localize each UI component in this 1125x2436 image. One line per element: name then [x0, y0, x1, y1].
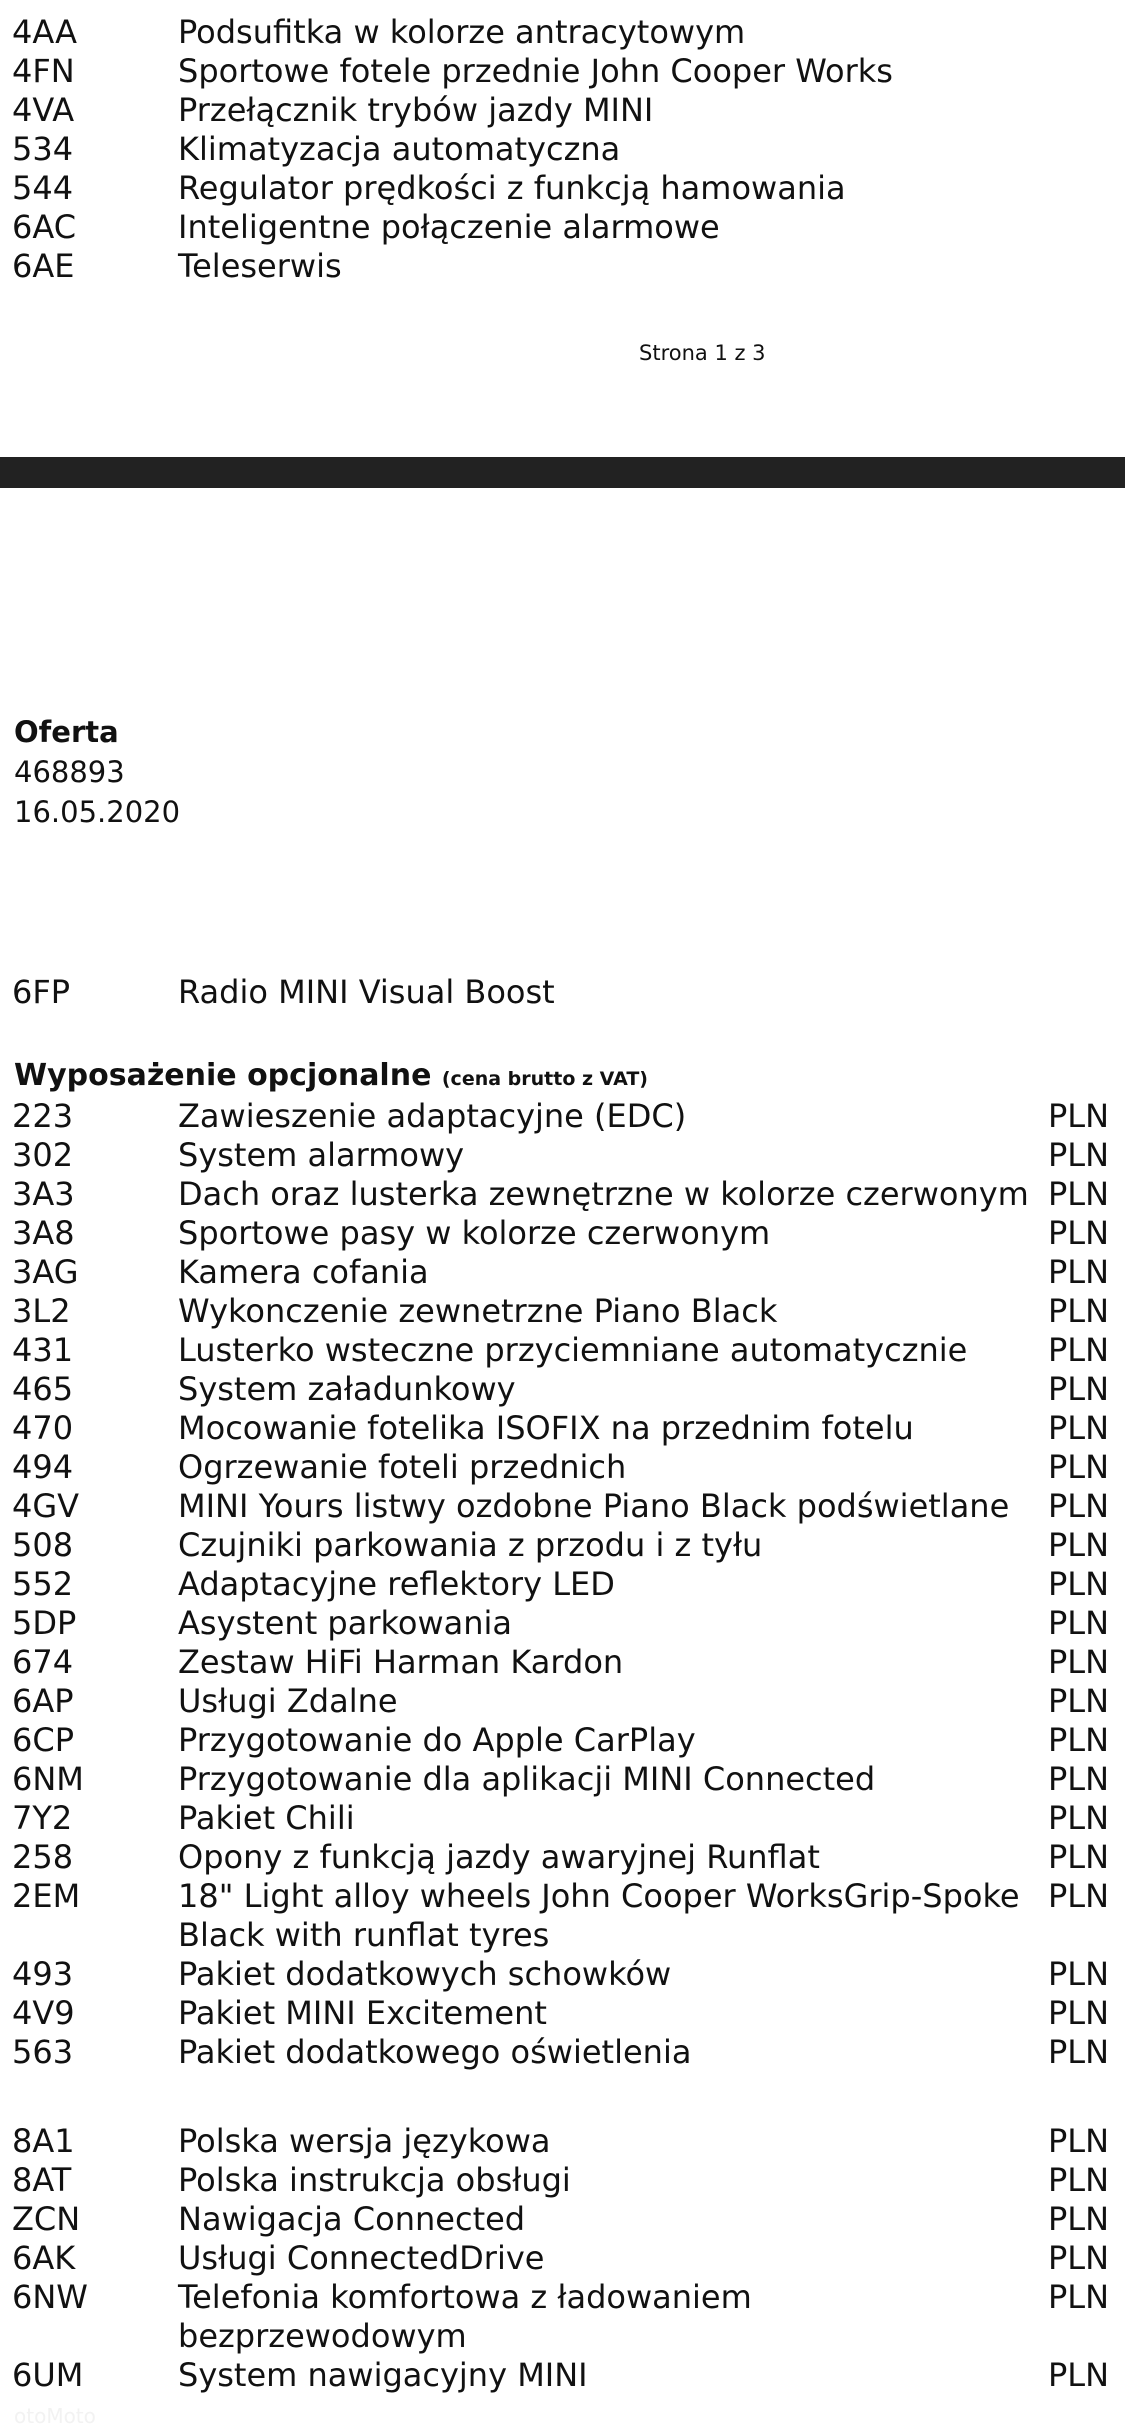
item-currency: PLN — [1047, 1565, 1109, 1603]
equipment-row — [0, 52, 1125, 91]
offer-number: 468893 — [14, 755, 125, 789]
item-currency: PLN — [1047, 2356, 1109, 2394]
item-currency: PLN — [1047, 1448, 1109, 1486]
item-currency: PLN — [1047, 1526, 1109, 1564]
item-description: Inteligentne połączenie alarmowe — [178, 208, 720, 246]
item-code: 302 — [12, 1136, 74, 1174]
item-code: 6UM — [12, 2356, 84, 2394]
item-currency: PLN — [1047, 2161, 1109, 2199]
item-description: Wykonczenie zewnetrzne Piano Black — [178, 1292, 778, 1330]
watermark: otoMoto — [14, 2404, 96, 2428]
item-code: 431 — [12, 1331, 74, 1369]
item-currency: PLN — [1047, 1253, 1109, 1291]
page-1-bottom-section — [0, 0, 1125, 468]
optional-row — [0, 1409, 1125, 1448]
item-description: Sportowe pasy w kolorze czerwonym — [178, 1214, 771, 1252]
optional-row — [0, 1838, 1125, 1877]
item-currency: PLN — [1047, 1136, 1109, 1174]
section-title-text: Wyposażenie opcjonalne — [14, 1058, 432, 1093]
item-code: 470 — [12, 1409, 74, 1447]
item-currency: PLN — [1047, 1331, 1109, 1369]
item-currency: PLN — [1047, 1955, 1109, 1993]
optional-row — [0, 2278, 1125, 2356]
optional-row — [0, 1565, 1125, 1604]
equipment-row — [0, 13, 1125, 52]
offer-title: Oferta — [14, 715, 119, 749]
standard-equipment-row — [0, 973, 1125, 1012]
optional-row — [0, 1526, 1125, 1565]
optional-row — [0, 1955, 1125, 1994]
item-currency: PLN — [1047, 1643, 1109, 1681]
item-code: 8A1 — [12, 2122, 75, 2160]
optional-row — [0, 2033, 1125, 2072]
item-code: 7Y2 — [12, 1799, 73, 1837]
optional-row — [0, 1253, 1125, 1292]
optional-row — [0, 1760, 1125, 1799]
item-description: Radio MINI Visual Boost — [178, 973, 555, 1011]
item-code: 534 — [12, 130, 74, 168]
item-code: 4GV — [12, 1487, 80, 1525]
page-number: Strona 1 z 3 — [639, 341, 766, 365]
item-description: Klimatyzacja automatyczna — [178, 130, 621, 168]
optional-row — [0, 1292, 1125, 1331]
item-description: Pakiet Chili — [178, 1799, 355, 1837]
item-code: 6NM — [12, 1760, 84, 1798]
item-currency: PLN — [1047, 1370, 1109, 1408]
optional-row — [0, 1682, 1125, 1721]
item-currency: PLN — [1047, 1682, 1109, 1720]
item-description: 18" Light alloy wheels John Cooper WorksGrip-Spoke Black with runflat tyres — [178, 1877, 1020, 1954]
item-description: Nawigacja Connected — [178, 2200, 526, 2238]
item-code: 6CP — [12, 1721, 74, 1759]
item-code: 4V9 — [12, 1994, 75, 2032]
item-description: Przygotowanie do Apple CarPlay — [178, 1721, 696, 1759]
optional-row — [0, 1448, 1125, 1487]
item-code: 493 — [12, 1955, 74, 1993]
item-code: 544 — [12, 169, 74, 207]
item-description: Teleserwis — [178, 247, 342, 285]
item-description: Polska wersja językowa — [178, 2122, 551, 2160]
optional-row — [0, 1799, 1125, 1838]
item-code: 3A8 — [12, 1214, 75, 1252]
item-description: Podsufitka w kolorze antracytowym — [178, 13, 746, 51]
item-currency: PLN — [1047, 1877, 1109, 1915]
item-code: 2EM — [12, 1877, 81, 1915]
item-code: 6AP — [12, 1682, 74, 1720]
item-code: 6AK — [12, 2239, 76, 2277]
item-description: Pakiet dodatkowego oświetlenia — [178, 2033, 692, 2071]
optional-row — [0, 1877, 1125, 1955]
item-description: Mocowanie fotelika ISOFIX na przednim fotelu — [178, 1409, 914, 1447]
item-description: Telefonia komfortowa z ładowaniem bezprzewodowym — [178, 2278, 752, 2355]
item-description: Lusterko wsteczne przyciemniane automatycznie — [178, 1331, 968, 1369]
item-currency: PLN — [1047, 1175, 1109, 1213]
optional-row — [0, 1604, 1125, 1643]
item-currency: PLN — [1047, 1799, 1109, 1837]
item-currency: PLN — [1047, 2033, 1109, 2071]
item-description: System nawigacyjny MINI — [178, 2356, 588, 2394]
item-currency: PLN — [1047, 2200, 1109, 2238]
item-description: Ogrzewanie foteli przednich — [178, 1448, 627, 1486]
item-code: 4VA — [12, 91, 75, 129]
optional-row — [0, 2161, 1125, 2200]
item-description: Zestaw HiFi Harman Kardon — [178, 1643, 624, 1681]
equipment-row — [0, 208, 1125, 247]
optional-row — [0, 2356, 1125, 2395]
optional-row — [0, 2239, 1125, 2278]
item-description: Asystent parkowania — [178, 1604, 513, 1642]
item-description: Adaptacyjne reflektory LED — [178, 1565, 615, 1603]
item-code: 6AC — [12, 208, 77, 246]
optional-row — [0, 1370, 1125, 1409]
item-description: MINI Yours listwy ozdobne Piano Black podświetlane — [178, 1487, 1010, 1525]
item-currency: PLN — [1047, 2122, 1109, 2160]
optional-row — [0, 1487, 1125, 1526]
item-description: Sportowe fotele przednie John Cooper Works — [178, 52, 893, 90]
item-currency: PLN — [1047, 1214, 1109, 1252]
optional-row — [0, 1643, 1125, 1682]
optional-row — [0, 2122, 1125, 2161]
item-currency: PLN — [1047, 1838, 1109, 1876]
item-code: 4AA — [12, 13, 78, 51]
optional-row — [0, 1175, 1125, 1214]
item-code: 563 — [12, 2033, 74, 2071]
equipment-row — [0, 247, 1125, 286]
item-code: 5DP — [12, 1604, 77, 1642]
item-description: Przygotowanie dla aplikacji MINI Connected — [178, 1760, 876, 1798]
item-code: 3AG — [12, 1253, 79, 1291]
item-description: System załadunkowy — [178, 1370, 516, 1408]
item-currency: PLN — [1047, 1604, 1109, 1642]
item-currency: PLN — [1047, 1721, 1109, 1759]
item-currency: PLN — [1047, 1409, 1109, 1447]
optional-row — [0, 1994, 1125, 2033]
optional-row — [0, 1331, 1125, 1370]
item-code: 494 — [12, 1448, 74, 1486]
optional-row — [0, 2200, 1125, 2239]
item-code: 3L2 — [12, 1292, 71, 1330]
item-currency: PLN — [1047, 1292, 1109, 1330]
optional-row — [0, 1136, 1125, 1175]
item-description: Regulator prędkości z funkcją hamowania — [178, 169, 846, 207]
item-description: Czujniki parkowania z przodu i z tyłu — [178, 1526, 763, 1564]
item-currency: PLN — [1047, 1487, 1109, 1525]
optional-equipment-heading — [14, 1056, 648, 1099]
optional-row — [0, 1097, 1125, 1136]
item-description: System alarmowy — [178, 1136, 465, 1174]
optional-row — [0, 1214, 1125, 1253]
item-code: 223 — [12, 1097, 74, 1135]
equipment-row — [0, 91, 1125, 130]
item-code: 465 — [12, 1370, 74, 1408]
section-subtitle: (cena brutto z VAT) — [441, 1068, 648, 1090]
item-code: ZCN — [12, 2200, 81, 2238]
item-currency: PLN — [1047, 1994, 1109, 2032]
item-description: Usługi ConnectedDrive — [178, 2239, 545, 2277]
equipment-row — [0, 130, 1125, 169]
item-currency: PLN — [1047, 2239, 1109, 2277]
item-code: 6AE — [12, 247, 75, 285]
item-code: 508 — [12, 1526, 74, 1564]
item-description: Pakiet dodatkowych schowków — [178, 1955, 672, 1993]
item-description: Zawieszenie adaptacyjne (EDC) — [178, 1097, 687, 1135]
equipment-row — [0, 169, 1125, 208]
optional-row — [0, 1721, 1125, 1760]
item-description: Przełącznik trybów jazdy MINI — [178, 91, 654, 129]
item-code: 6NW — [12, 2278, 88, 2316]
item-description: Usługi Zdalne — [178, 1682, 398, 1720]
item-currency: PLN — [1047, 1760, 1109, 1798]
page-divider — [0, 457, 1125, 488]
item-code: 258 — [12, 1838, 74, 1876]
item-code: 552 — [12, 1565, 74, 1603]
item-code: 3A3 — [12, 1175, 75, 1213]
item-description: Polska instrukcja obsługi — [178, 2161, 571, 2199]
item-description: Kamera cofania — [178, 1253, 429, 1291]
offer-date: 16.05.2020 — [14, 795, 181, 829]
item-description: Dach oraz lusterka zewnętrzne w kolorze czerwonym — [178, 1175, 1029, 1213]
item-description: Pakiet MINI Excitement — [178, 1994, 547, 2032]
item-code: 8AT — [12, 2161, 72, 2199]
item-currency: PLN — [1047, 1097, 1109, 1135]
item-currency: PLN — [1047, 2278, 1109, 2316]
item-description: Opony z funkcją jazdy awaryjnej Runflat — [178, 1838, 820, 1876]
item-code: 4FN — [12, 52, 75, 90]
item-code: 6FP — [12, 973, 71, 1011]
item-code: 674 — [12, 1643, 74, 1681]
